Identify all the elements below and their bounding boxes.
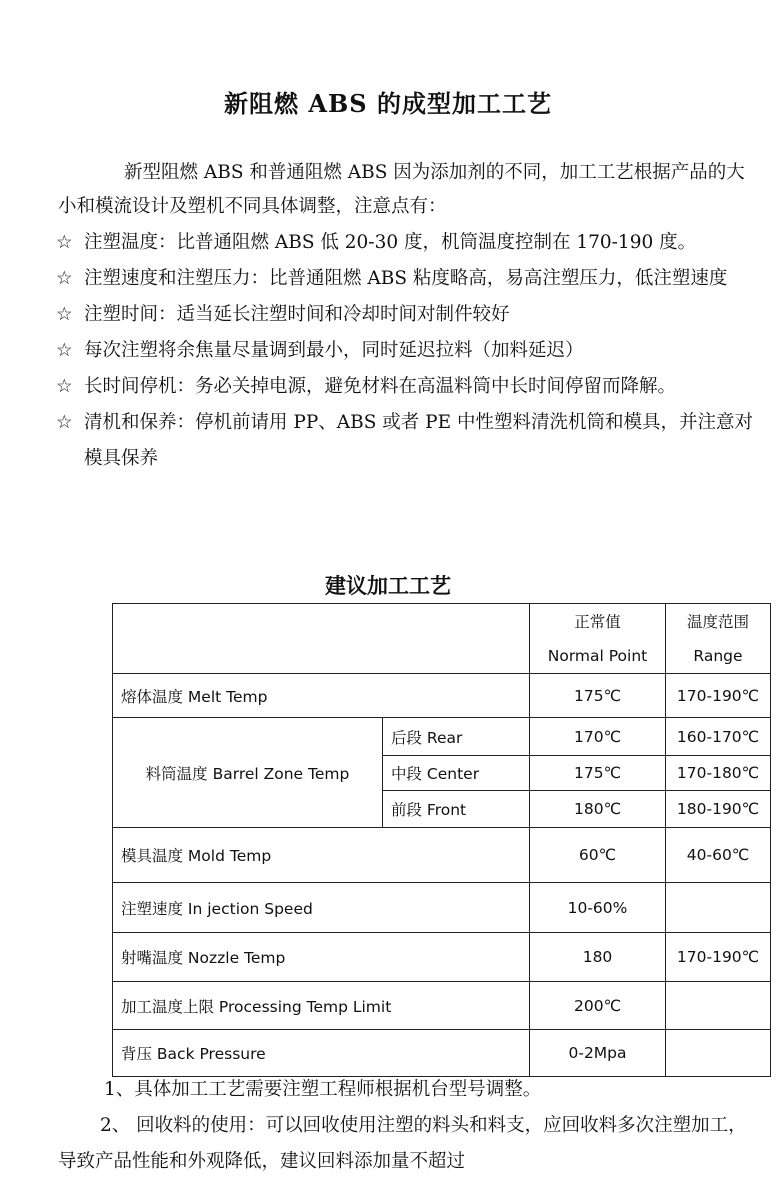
header-normal-cell	[530, 604, 666, 674]
header-empty-cell	[113, 604, 530, 674]
row-range: 40-60℃	[666, 828, 771, 883]
table-row	[113, 883, 771, 933]
barrel-label: 料筒温度 Barrel Zone Temp	[113, 718, 383, 828]
bullet-text: 每次注塑将余焦量尽量调到最小，同时延迟拉料（加料延迟）	[84, 340, 584, 361]
star-icon: ☆	[56, 268, 73, 289]
note-2: 2、 回收料的使用：可以回收使用注塑的料头和料支，应回收料多次注塑加工，导致产品性能和外观降低，建议回料添加量不超过	[58, 1115, 747, 1172]
table-row	[113, 982, 771, 1030]
zone-range: 160-170℃	[666, 718, 771, 756]
bullet-text: 注塑温度：比普通阻燃 ABS 低 20-30 度，机筒温度控制在 170-190 度。	[84, 232, 697, 253]
star-icon: ☆	[56, 376, 73, 397]
bullet-text: 注塑时间：适当延长注塑时间和冷却时间对制件较好	[84, 304, 510, 325]
star-icon: ☆	[56, 232, 73, 253]
star-icon: ☆	[56, 340, 73, 361]
list-item	[0, 261, 776, 297]
star-icon: ☆	[56, 304, 73, 325]
document-title: 新阻燃 ABS 的成型加工工艺	[224, 89, 552, 118]
zone-normal: 170℃	[530, 718, 666, 756]
row-normal: 60℃	[530, 828, 666, 883]
row-range	[666, 883, 771, 933]
row-range	[666, 982, 771, 1030]
zone-range: 180-190℃	[666, 791, 771, 828]
row-normal: 200℃	[530, 982, 666, 1030]
header-normal-en: Normal Point	[547, 646, 648, 665]
header-range-cn: 温度范围	[686, 612, 749, 631]
row-normal: 180	[530, 933, 666, 982]
row-label: 注塑速度 In jection Speed	[113, 883, 530, 933]
header-normal-cn: 正常值	[574, 612, 621, 631]
star-icon: ☆	[56, 412, 73, 433]
row-label: 模具温度 Mold Temp	[113, 828, 530, 883]
melt-label: 熔体温度 Melt Temp	[113, 674, 530, 718]
note-1: 1、具体加工工艺需要注塑工程师根据机台型号调整。	[104, 1079, 542, 1100]
row-label: 加工温度上限 Processing Temp Limit	[113, 982, 530, 1030]
zone-range: 170-180℃	[666, 756, 771, 791]
bullet-text: 长时间停机：务必关掉电源，避免材料在高温料筒中长时间停留而降解。	[84, 376, 677, 397]
table-row	[113, 718, 771, 756]
header-range-cell	[666, 604, 771, 674]
bullet-text: 注塑速度和注塑压力：比普通阻燃 ABS 粘度略高，易高注塑压力，低注塑速度	[84, 268, 728, 289]
list-item	[0, 225, 776, 261]
list-item	[0, 297, 776, 333]
row-range: 170-190℃	[666, 933, 771, 982]
row-label: 背压 Back Pressure	[113, 1030, 530, 1077]
bullet-text: 清机和保养：停机前请用 PP、ABS 或者 PE 中性塑料清洗机筒和模具，并注意对模具保养	[84, 412, 754, 469]
intro-paragraph: 新型阻燃 ABS 和普通阻燃 ABS 因为添加剂的不同，加工工艺根据产品的大小和模流设计及塑机不同具体调整，注意点有：	[58, 162, 745, 217]
melt-normal: 175℃	[530, 674, 666, 718]
bullet-list	[0, 225, 776, 477]
melt-range: 170-190℃	[666, 674, 771, 718]
process-table	[112, 603, 771, 1077]
list-item	[0, 333, 776, 369]
row-label: 射嘴温度 Nozzle Temp	[113, 933, 530, 982]
list-item	[0, 369, 776, 405]
table-row	[113, 933, 771, 982]
zone-label: 前段 Front	[383, 791, 530, 828]
list-item	[0, 405, 776, 477]
zone-label: 中段 Center	[383, 756, 530, 791]
zone-normal: 180℃	[530, 791, 666, 828]
table-title: 建议加工工艺	[325, 573, 451, 598]
table-header-row	[113, 604, 771, 674]
row-normal: 0-2Mpa	[530, 1030, 666, 1077]
row-range	[666, 1030, 771, 1077]
header-range-en: Range	[693, 646, 743, 665]
zone-normal: 175℃	[530, 756, 666, 791]
table-row	[113, 1030, 771, 1077]
table-row	[113, 828, 771, 883]
table-row	[113, 674, 771, 718]
row-normal: 10-60%	[530, 883, 666, 933]
zone-label: 后段 Rear	[383, 718, 530, 756]
